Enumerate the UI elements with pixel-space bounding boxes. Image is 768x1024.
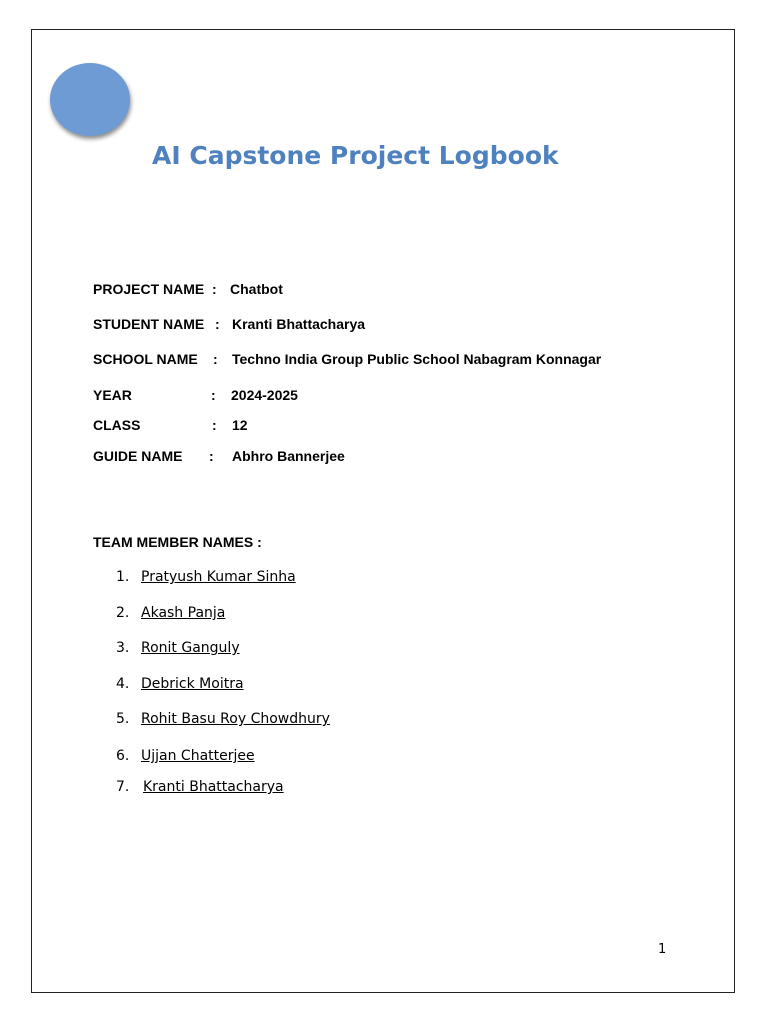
team-members-heading: TEAM MEMBER NAMES : — [93, 534, 262, 550]
page-border — [31, 29, 735, 993]
class-label: CLASS — [93, 417, 141, 433]
document-title: AI Capstone Project Logbook — [152, 141, 559, 170]
member-name: Pratyush Kumar Sinha — [141, 569, 296, 585]
guide-name-colon: : — [209, 448, 214, 464]
school-name-colon: : — [213, 351, 218, 367]
project-name-colon: : — [212, 281, 217, 297]
year-colon: : — [211, 387, 216, 403]
school-name-value: Techno India Group Public School Nabagram Konnagar — [232, 351, 602, 367]
year-label: YEAR — [93, 387, 132, 403]
logo-circle — [50, 63, 130, 136]
member-name: Rohit Basu Roy Chowdhury — [141, 711, 330, 727]
list-number: 5. — [116, 711, 130, 727]
project-name-value: Chatbot — [230, 281, 283, 297]
year-value: 2024-2025 — [231, 387, 298, 403]
list-number: 3. — [116, 640, 130, 656]
member-name: Ujjan Chatterjee — [141, 748, 255, 764]
member-name: Kranti Bhattacharya — [143, 779, 284, 795]
list-number: 2. — [116, 605, 130, 621]
guide-name-label: GUIDE NAME — [93, 448, 183, 464]
class-colon: : — [212, 417, 217, 433]
list-number: 4. — [116, 676, 130, 692]
project-name-label: PROJECT NAME — [93, 281, 205, 297]
page-number: 1 — [658, 942, 667, 957]
student-name-value: Kranti Bhattacharya — [232, 316, 366, 332]
member-name: Ronit Ganguly — [141, 640, 240, 656]
member-name: Akash Panja — [141, 605, 226, 621]
list-number: 7. — [116, 779, 130, 795]
guide-name-value: Abhro Bannerjee — [232, 448, 345, 464]
student-name-colon: : — [215, 316, 220, 332]
student-name-label: STUDENT NAME — [93, 316, 205, 332]
list-number: 1. — [116, 569, 130, 585]
class-value: 12 — [232, 417, 248, 433]
school-name-label: SCHOOL NAME — [93, 351, 198, 367]
member-name: Debrick Moitra — [141, 676, 244, 692]
list-number: 6. — [116, 748, 130, 764]
